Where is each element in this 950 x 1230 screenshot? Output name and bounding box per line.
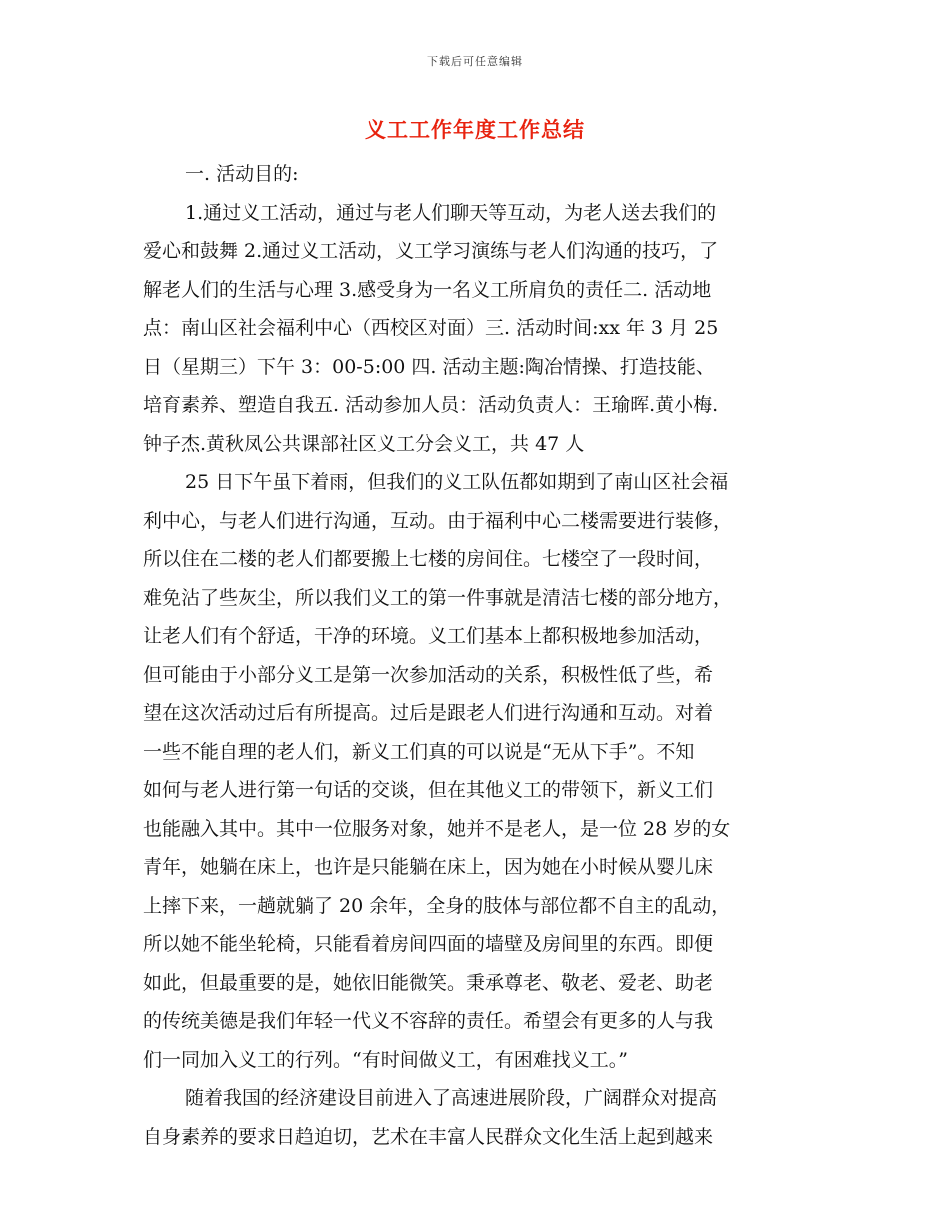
paragraph-line: 利中心，与老人们进行沟通，互动。由于福利中心二楼需要进行装修， xyxy=(143,509,733,532)
paragraph-line: 一些不能自理的老人们，新义工们真的可以说是“无从下手”。不知 xyxy=(143,740,695,763)
paragraph-line: 的传统美德是我们年轻一代义不容辞的责任。希望会有更多的人与我 xyxy=(143,1010,714,1032)
paragraph-line: 难免沾了些灰尘，所以我们义工的第一件事就是清洁七楼的部分地方， xyxy=(143,586,733,609)
paragraph-line: 所以她不能坐轮椅，只能看着房间四面的墙壁及房间里的东西。即便 xyxy=(143,933,714,955)
paragraph-line: 自身素养的要求日趋迫切，艺术在丰富人民群众文化生活上起到越来 xyxy=(143,1125,714,1148)
paragraph-line: 也能融入其中。其中一位服务对象，她并不是老人，是一位 28 岁的女 xyxy=(143,817,731,840)
paragraph-line: 让老人们有个舒适，干净的环境。义工们基本上都积极地参加活动， xyxy=(143,625,714,647)
paragraph-line: 青年，她躺在床上，也许是只能躺在床上，因为她在小时候从婴儿床 xyxy=(143,856,714,878)
document-body xyxy=(143,155,811,1156)
paragraph-line: 随着我国的经济建设目前进入了高速进展阶段，广阔群众对提高 xyxy=(185,1087,718,1109)
paragraph-line: 如此，但最重要的是，她依旧能微笑。秉承尊老、敬老、爱老、助老 xyxy=(143,971,714,994)
paragraph-line: 们一同加入义工的行列。“有时间做义工，有困难找义工。” xyxy=(143,1048,628,1071)
paragraph-line: 25 日下午虽下着雨，但我们的义工队伍都如期到了南山区社会福 xyxy=(185,471,729,493)
paragraph-line: 爱心和鼓舞 2.通过义工活动，义工学习演练与老人们沟通的技巧，了 xyxy=(143,240,719,262)
paragraph-line: 但可能由于小部分义工是第一次参加活动的关系，积极性低了些，希 xyxy=(143,663,714,686)
paragraph-line: 点：南山区社会福利中心（西校区对面）三. 活动时间:xx 年 3 月 25 xyxy=(143,317,719,339)
paragraph-line: 钟子杰.黄秋凤公共课部社区义工分会义工，共 47 人 xyxy=(143,432,585,455)
paragraph-line: 1.通过义工活动，通过与老人们聊天等互动，为老人送去我们的 xyxy=(185,201,717,224)
paragraph-line: 解老人们的生活与心理 3.感受身为一名义工所肩负的责任二. 活动地 xyxy=(143,278,712,301)
document-title: 义工工作年度工作总结 xyxy=(365,117,585,142)
paragraph-line: 如何与老人进行第一句话的交谈，但在其他义工的带领下，新义工们 xyxy=(143,779,714,801)
section-heading: 一. 活动目的: xyxy=(185,163,299,185)
paragraph-line: 培育素养、塑造自我五. 活动参加人员：活动负责人：王瑜晖.黄小梅. xyxy=(143,394,719,416)
header-note: 下载后可任意编辑 xyxy=(427,55,523,68)
paragraph-line: 上摔下来，一趟就躺了 20 余年，全身的肢体与部位都不自主的乱动， xyxy=(143,894,731,917)
paragraph-line: 日（星期三）下午 3：00-5:00 四. 活动主题:陶冶情操、打造技能、 xyxy=(143,355,715,378)
paragraph-line: 所以住在二楼的老人们都要搬上七楼的房间住。七楼空了一段时间， xyxy=(143,548,714,570)
paragraph-line: 望在这次活动过后有所提高。过后是跟老人们进行沟通和互动。对着 xyxy=(143,702,714,724)
